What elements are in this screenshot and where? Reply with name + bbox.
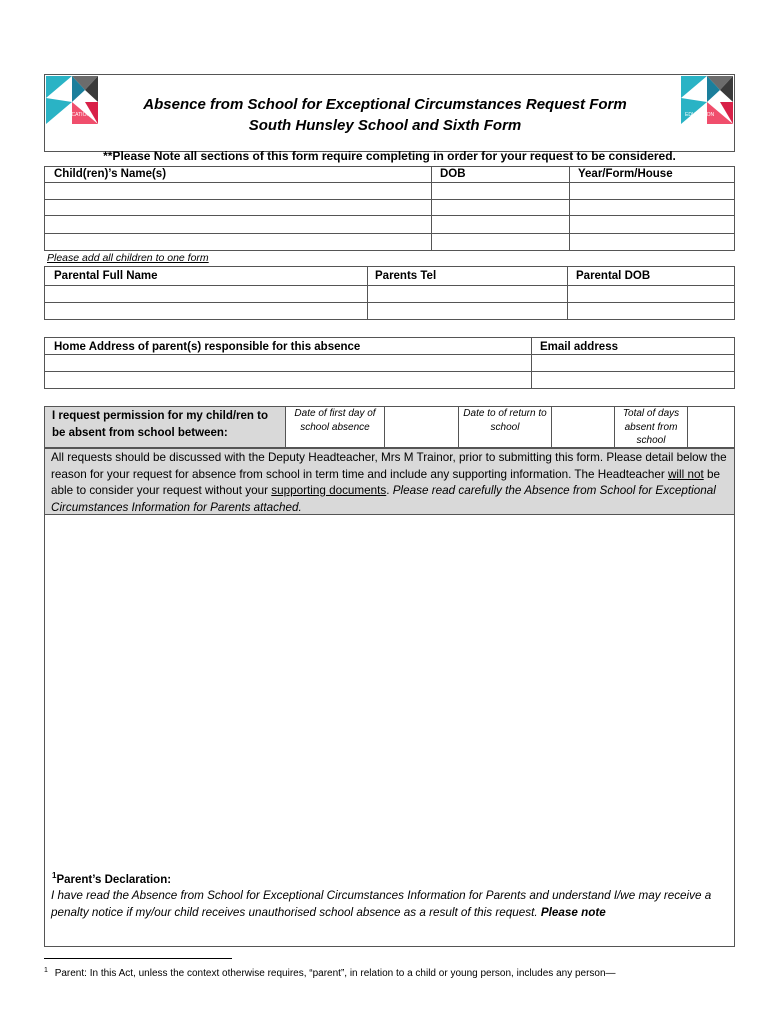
instructions-part-a: The Headteacher [574,467,668,481]
will-not-emphasis: will not [667,467,704,481]
children-helper-text: Please add all children to one form [47,252,209,264]
header-email: Email address [540,341,618,353]
parent-tel-field[interactable] [369,287,566,301]
child-name-field-1[interactable] [46,184,430,198]
instructions-part-c: be able to consider your request without your [51,467,720,497]
return-date-label: Date to of return to school [463,408,547,433]
footnote-number: 1 [44,967,48,974]
education-logo-left [46,76,98,124]
svg-text:EDUCATION: EDUCATION [685,112,715,118]
header-parent-dob: Parental DOB [576,270,651,282]
header-parent-tel: Parents Tel [375,270,437,282]
return-date-field[interactable] [553,407,613,447]
header-box [44,74,735,152]
home-address-field[interactable] [46,356,530,388]
header-parent-name: Parental Full Name [54,270,158,282]
child-name-field-3[interactable] [46,217,430,232]
declaration-heading-text: Parent’s Declaration: [56,873,172,886]
header-child-names: Child(ren)’s Name(s) [54,168,167,180]
header-child-dob: DOB [440,168,466,180]
instructions-part-e: . [386,484,393,497]
instructions-line1: All requests should be discussed with the Deputy Headteacher, Mrs M Trainor, prior to submitting this form. Please detail below the reason for your request for absence from school in term time and include any supporting information. [51,451,727,481]
form-title: Absence from School for Exceptional Circumstances Request Form [143,96,627,113]
reason-text-area[interactable] [46,516,733,866]
declaration-body: I have read the Absence from School for Exceptional Circumstances Information for Parents and understand I/we may receive a penalty notice if my/our child receives unauthorised school absence as a result of this request. [51,889,712,919]
supporting-documents-emphasis: supporting documents [271,484,387,497]
footnote-divider [44,958,232,959]
header-home-address: Home Address of parent(s) responsible for this absence [54,341,361,353]
header-year-form-house: Year/Form/House [578,168,673,180]
declaration-text [51,888,733,921]
total-days-label: Total of days absent from school [622,408,680,446]
request-permission-label: I request permission for my child/ren to be absent from school between: [52,410,268,439]
declaration-heading [52,871,171,886]
completion-note: **Please Note all sections of this form require completing in order for your request to be considered. [103,149,676,163]
child-name-field-2[interactable] [46,201,430,214]
declaration-footnote-ref: 1 [52,871,57,880]
svg-text:EDUCATION: EDUCATION [61,112,91,118]
parent-name-field[interactable] [46,287,366,301]
first-day-field[interactable] [386,407,457,447]
total-days-field[interactable] [689,407,734,447]
parent-dob-field[interactable] [569,287,734,301]
first-day-label: Date of first day of school absence [294,408,376,433]
school-name: South Hunsley School and Sixth Form [248,117,522,134]
instructions-text [51,450,733,516]
education-logo-right [681,76,733,124]
footnote-text: Parent: In this Act, unless the context otherwise requires, “parent”, in relation to a child or young person, includes any person— [54,968,616,980]
footnote [44,967,616,979]
read-carefully-note: Please read carefully the Absence from School for Exceptional Circumstances Information for Parents attached. [51,484,716,514]
email-field[interactable] [533,356,734,388]
please-note-bold: Please note [540,905,606,919]
child-name-field-4[interactable] [46,235,430,250]
